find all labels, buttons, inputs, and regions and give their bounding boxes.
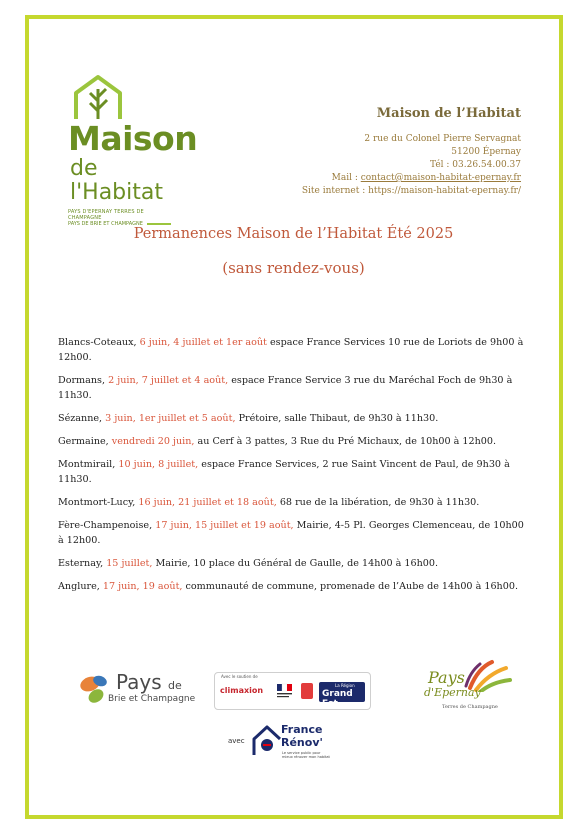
entry-place: Anglure, — [58, 581, 100, 592]
entry-dates: 6 juin, 4 juillet et 1er août — [139, 337, 267, 348]
entry-details: espace France Services, 2 rue Saint Vincent de Paul, de 9h30 à 11h30. — [58, 459, 510, 485]
entry-dates: 17 juin, 19 août, — [102, 581, 183, 592]
support-label: Avec le soutien de — [221, 674, 258, 679]
entry-details: Mairie, 10 place du Général de Gaulle, de 14h00 à 16h00. — [155, 558, 439, 569]
partners-logo-box — [214, 672, 371, 710]
schedule-entry — [58, 579, 526, 594]
schedule-entry — [58, 434, 526, 449]
entry-details: 68 rue de la libération, de 9h30 à 11h30. — [279, 497, 480, 508]
climaxion-logo: climaxion — [220, 686, 264, 695]
entry-details: communauté de commune, promenade de l’Aube de 14h00 à 16h00. — [185, 581, 518, 592]
contact-site[interactable]: Site internet : https://maison-habitat-epernay.fr/ — [301, 186, 521, 196]
france-renov-logo — [228, 719, 368, 767]
entry-place: Fère-Champenoise, — [58, 520, 153, 531]
entry-dates: 16 juin, 21 juillet et 18 août, — [138, 497, 277, 508]
renov-line2: Rénov' — [281, 736, 323, 749]
entry-place: Sézanne, — [58, 413, 103, 424]
brie-logo-de: de — [168, 679, 182, 692]
renov-avec-label: avec — [228, 737, 245, 745]
schedule-entry — [58, 457, 526, 487]
entry-details: Prétoire, salle Thibaut, de 9h30 à 11h30. — [238, 413, 439, 424]
entry-details: au Cerf à 3 pattes, 3 Rue du Pré Michaux, de 10h00 à 12h00. — [197, 436, 497, 447]
entry-place: Esternay, — [58, 558, 104, 569]
grand-est-logo — [319, 682, 365, 709]
republique-francaise-icon — [275, 683, 295, 701]
entry-place: Germaine, — [58, 436, 109, 447]
entry-dates: 3 juin, 1er juillet et 5 août, — [105, 413, 236, 424]
house-tree-icon — [68, 73, 128, 121]
epernay-logo-line1: Pays — [428, 668, 465, 687]
page-title: Permanences Maison de l’Habitat Été 2025 — [133, 226, 454, 242]
entry-details: espace France Service 3 rue du Maréchal Foch de 9h30 à 11h30. — [58, 375, 513, 401]
brie-logo-line1 — [116, 670, 182, 694]
contact-block — [302, 106, 521, 198]
entry-details: espace France Services 10 rue de Loriots de 9h00 à 12h00. — [58, 337, 524, 363]
entry-details: Mairie, 4-5 Pl. Georges Clemenceau, de 10h00 à 12h00. — [58, 520, 524, 546]
schedule-list — [58, 335, 526, 602]
contact-mail-link[interactable]: contact@maison-habitat-epernay.fr — [360, 173, 521, 183]
contact-mail-line — [302, 172, 521, 185]
page-subtitle: (sans rendez-vous) — [222, 259, 365, 277]
ademe-icon — [301, 683, 313, 699]
entry-place: Blancs-Coteaux, — [58, 337, 137, 348]
contact-org: Maison de l’Habitat — [376, 106, 521, 121]
entry-place: Dormans, — [58, 375, 106, 386]
house-outline-icon — [250, 723, 284, 757]
entry-dates: 10 juin, 8 juillet, — [118, 459, 199, 470]
region-name: Grand Est — [322, 689, 353, 709]
entry-dates: 15 juillet, — [106, 558, 153, 569]
brie-logo-line2: Brie et Champagne — [108, 694, 196, 704]
logo-name-line1: Maison — [68, 119, 198, 158]
entry-place: Montmort-Lucy, — [58, 497, 136, 508]
entry-dates: 17 juin, 15 juillet et 19 août, — [155, 520, 294, 531]
schedule-entry — [58, 518, 526, 548]
logo-name-line2: de l'Habitat — [70, 156, 163, 205]
region-small-label: La Région — [335, 683, 355, 688]
logo-tagline-2-text: PAYS DE BRIE ET CHAMPAGNE — [68, 221, 143, 227]
entry-place: Montmirail, — [58, 459, 116, 470]
entry-dates: 2 juin, 7 juillet et 4 août, — [108, 375, 229, 386]
maison-habitat-logo — [68, 73, 198, 227]
schedule-entry — [58, 556, 526, 571]
pays-brie-champagne-logo — [78, 670, 198, 710]
contact-mail-label: Mail : — [331, 173, 361, 183]
contact-city: 51200 Épernay — [451, 147, 521, 157]
pays-epernay-logo — [422, 658, 517, 718]
schedule-entry — [58, 335, 526, 365]
renov-line1: France — [281, 723, 323, 736]
logo-tagline-1: PAYS D'EPERNAY TERRES DE CHAMPAGNE — [68, 209, 144, 221]
contact-phone: Tél : 03.26.54.00.37 — [430, 160, 521, 170]
schedule-entry — [58, 373, 526, 403]
leaf-cluster-icon — [78, 672, 112, 706]
epernay-logo-line3: Terres de Champagne — [442, 704, 498, 710]
schedule-entry — [58, 411, 526, 426]
schedule-entry — [58, 495, 526, 510]
entry-dates: vendredi 20 juin, — [111, 436, 195, 447]
epernay-logo-line2: d'Epernay — [424, 686, 481, 699]
brie-logo-pays: Pays — [116, 670, 162, 694]
contact-address: 2 rue du Colonel Pierre Servagnat — [364, 134, 521, 144]
logo-accent-bar — [147, 223, 171, 225]
renov-tagline: Le service public pour mieux rénover mon habitat — [282, 751, 330, 759]
